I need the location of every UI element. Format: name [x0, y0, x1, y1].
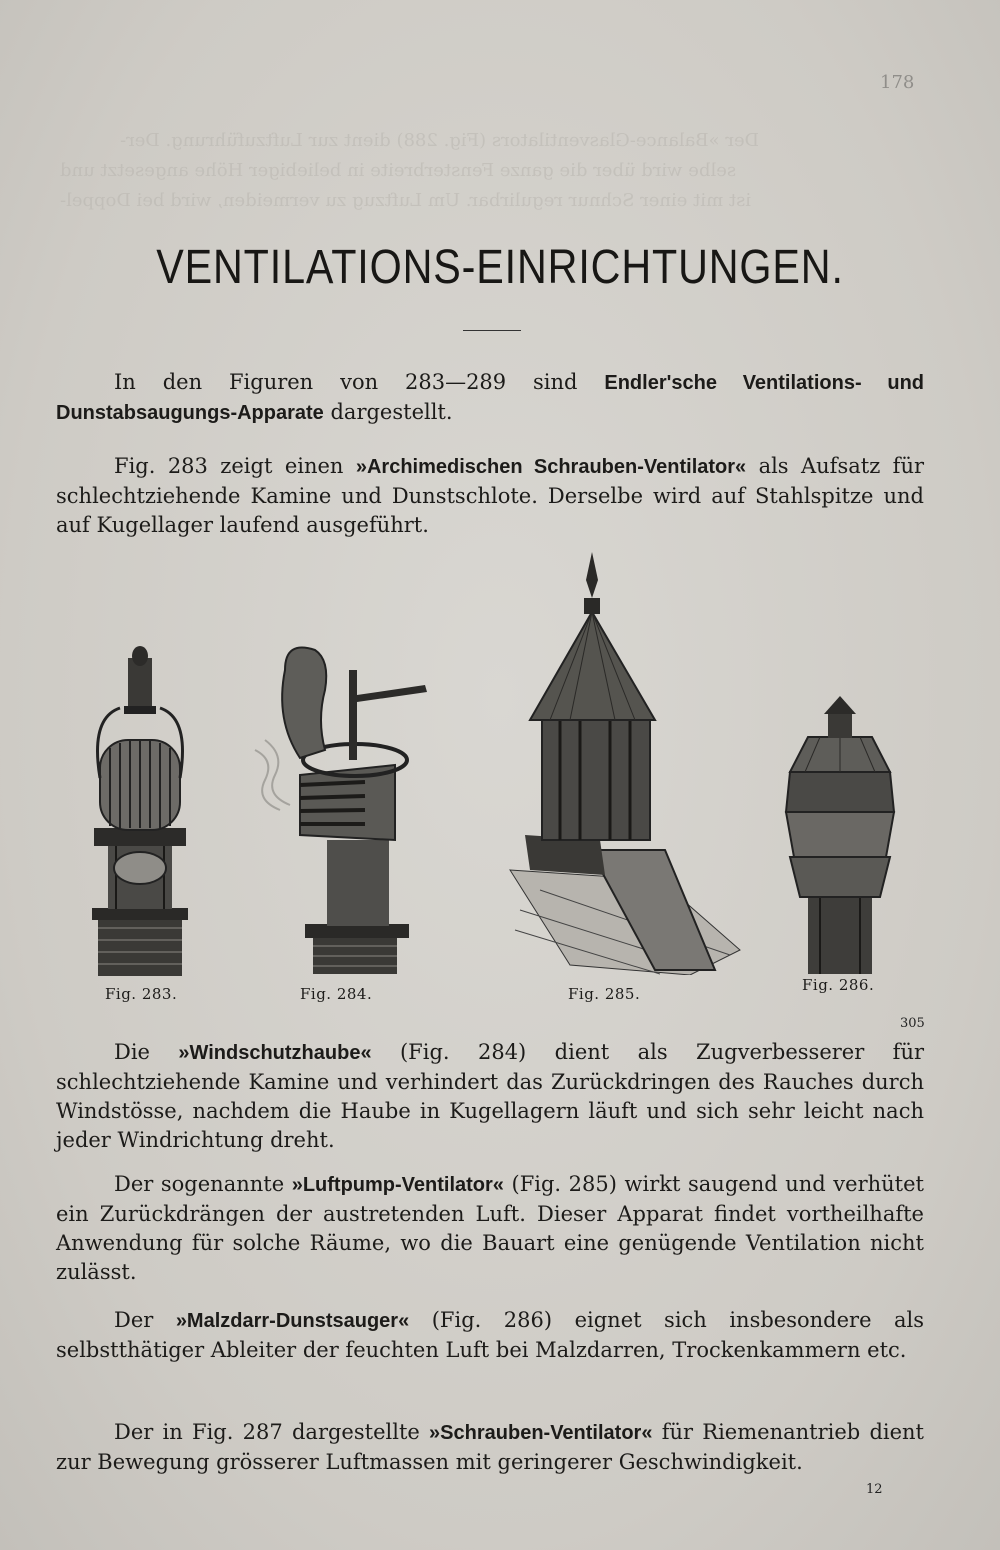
fig-283-caption: Fig. 283. — [105, 985, 178, 1003]
fig-284-caption: Fig. 284. — [300, 985, 373, 1003]
paragraph-intro: In den Figuren von 283—289 sind Endler'sche Ventilations- und Dunstabsaugungs-Apparate dargestellt. — [56, 370, 925, 424]
page-title: VENTILATIONS-EINRICHTUNGEN. — [156, 241, 844, 294]
fig-286-illustration — [780, 692, 900, 974]
bleed-through-text: Der »Balance-Glasventilators (Fig. 288) dient zur Luftzuführung. Der- — [120, 130, 760, 151]
plate-number: 305 — [900, 1016, 925, 1031]
fig-284-illustration — [245, 640, 435, 980]
paragraph-fig-285: Der sogenannte »Luftpump-Ventilator« (Fig. 285) wirkt saugend und verhütet ein Zurückdrängen der austretenden Luft. Dieser Apparat findet vortheilhafte Anwendung für solche Räume, wo die Bauart eine genügende Ventilation nicht zulässt. — [56, 1172, 924, 1284]
paragraph-fig-284: Die »Windschutzhaube« (Fig. 284) dient als Zugverbesserer für schlechtziehende Kamine und verhindert das Zurückdringen des Rauches durch Windstösse, nachdem die Haube in Kugellagern läuft und sich sehr leicht nach jeder Windrichtung dreht. — [56, 1040, 925, 1152]
header-page-number: 178 — [880, 72, 915, 93]
bleed-through-text: selbe wird über die ganze Fensterbreite in beliebiger Höhe angesetzt und — [60, 160, 737, 181]
bleed-through-text: ist mit einer Schnur regulirbar. Um Luftzug zu vermeiden, wird bei Doppel- — [60, 190, 752, 211]
title-divider — [463, 330, 521, 331]
page-number: 12 — [866, 1482, 883, 1497]
paragraph-fig-286: Der »Malzdarr-Dunstsauger« (Fig. 286) eignet sich insbesondere als selbstthätiger Ableiter der feuchten Luft bei Malzdarren, Trockenkammern etc. — [56, 1308, 925, 1362]
fig-285-illustration — [480, 550, 745, 975]
paragraph-fig-283: Fig. 283 zeigt einen »Archimedischen Schrauben-Ventilator« als Aufsatz für schlechtziehende Kamine und Dunstschlote. Derselbe wird auf Stahlspitze und auf Kugellager laufend ausgeführt. — [56, 454, 925, 537]
fig-286-caption: Fig. 286. — [802, 976, 875, 994]
fig-285-caption: Fig. 285. — [568, 985, 641, 1003]
paragraph-fig-287: Der in Fig. 287 dargestellte »Schrauben-Ventilator« für Riemenantrieb dient zur Bewegung grösserer Luftmassen mit geringerer Geschwindigkeit. — [56, 1420, 924, 1474]
fig-283-illustration — [80, 628, 200, 978]
